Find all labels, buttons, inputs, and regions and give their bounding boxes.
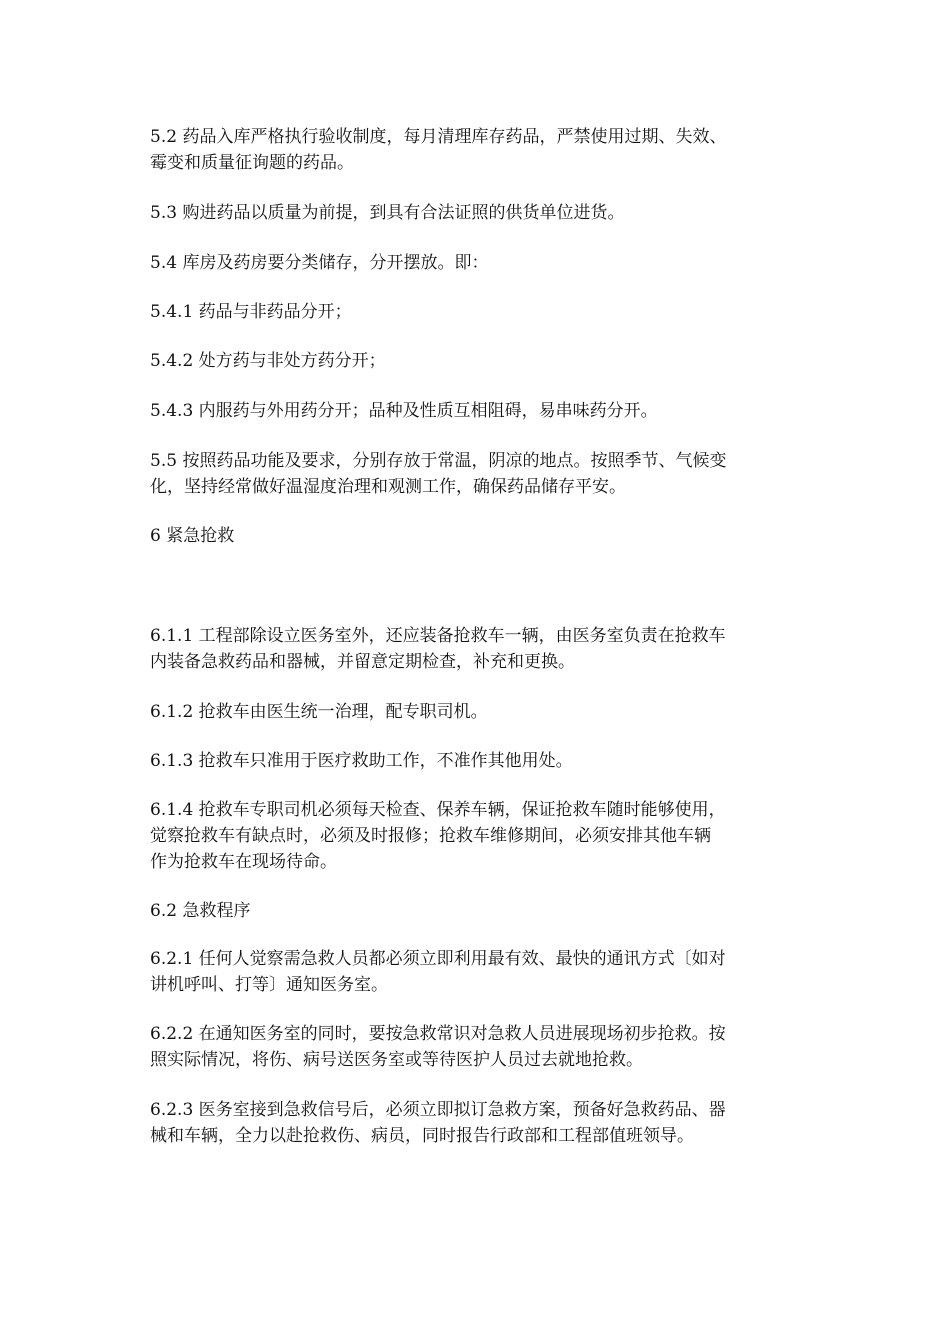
paragraph-6-1-2: [150, 699, 795, 725]
text-line: 内装备急救药品和器械，并留意定期检查，补充和更换。: [150, 652, 575, 672]
text-line: 械和车辆，全力以赴抢救伤、病员，同时报告行政部和工程部值班领导。: [150, 1126, 694, 1146]
section-heading-6-2: [150, 898, 795, 924]
paragraph-5-5: [150, 448, 795, 500]
text-line: 6.1.2 抢救车由医生统一治理，配专职司机。: [150, 702, 488, 722]
paragraph-6-1-3: [150, 748, 795, 774]
text-line: 5.4.1 药品与非药品分开；: [150, 302, 352, 322]
text-line: 6.2.1 任何人觉察需急救人员都必须立即利用最有效、最快的通讯方式〔如对: [150, 949, 726, 969]
paragraph-5-4-3: [150, 398, 795, 424]
text-line: 霉变和质量征询题的药品。: [150, 153, 354, 173]
text-line: 5.3 购进药品以质量为前提，到具有合法证照的供货单位进货。: [150, 203, 625, 223]
text-line: 6.2 急救程序: [150, 901, 251, 921]
paragraph-5-3: [150, 200, 795, 226]
paragraph-6-1-4: [150, 797, 795, 875]
paragraph-6-2-3: [150, 1097, 795, 1149]
text-line: 5.4 库房及药房要分类储存，分开摆放。即：: [150, 253, 489, 273]
text-line: 5.5 按照药品功能及要求，分别存放于常温，阴凉的地点。按照季节、气候变: [150, 451, 727, 471]
paragraph-5-4: [150, 250, 795, 276]
paragraph-5-4-1: [150, 299, 795, 325]
text-line: 作为抢救车在现场待命。: [150, 852, 337, 872]
text-line: 6.2.2 在通知医务室的同时，要按急救常识对急救人员进展现场初步抢救。按: [150, 1024, 726, 1044]
text-line: 6.1.1 工程部除设立医务室外，还应装备抢救车一辆，由医务室负责在抢救车: [150, 626, 726, 646]
text-line: 照实际情况，将伤、病号送医务室或等待医护人员过去就地抢救。: [150, 1050, 643, 1070]
text-line: 6.1.4 抢救车专职司机必须每天检查、保养车辆，保证抢救车随时能够使用，: [150, 800, 726, 820]
text-line: 5.4.2 处方药与非处方药分开；: [150, 351, 386, 371]
text-line: 6.1.3 抢救车只准用于医疗救助工作，不准作其他用处。: [150, 751, 573, 771]
text-line: 5.2 药品入库严格执行验收制度，每月清理库存药品，严禁使用过期、失效、: [150, 127, 727, 147]
paragraph-6-2-2: [150, 1021, 795, 1073]
text-line: 6.2.3 医务室接到急救信号后，必须立即拟订急救方案，预备好急救药品、器: [150, 1100, 726, 1120]
paragraph-6-2-1: [150, 946, 795, 998]
text-line: 化，坚持经常做好温湿度治理和观测工作，确保药品储存平安。: [150, 477, 626, 497]
paragraph-6-1-1: [150, 623, 795, 675]
text-line: 6 紧急抢救: [150, 526, 235, 546]
text-line: 讲机呼叫、打等〕通知医务室。: [150, 975, 388, 995]
paragraph-5-4-2: [150, 348, 795, 374]
text-line: 觉察抢救车有缺点时，必须及时报修；抢救车维修期间，必须安排其他车辆: [150, 826, 711, 846]
section-heading-6: [150, 523, 795, 549]
paragraph-5-2: [150, 124, 795, 176]
text-line: 5.4.3 内服药与外用药分开；品种及性质互相阻碍，易串味药分开。: [150, 401, 658, 421]
